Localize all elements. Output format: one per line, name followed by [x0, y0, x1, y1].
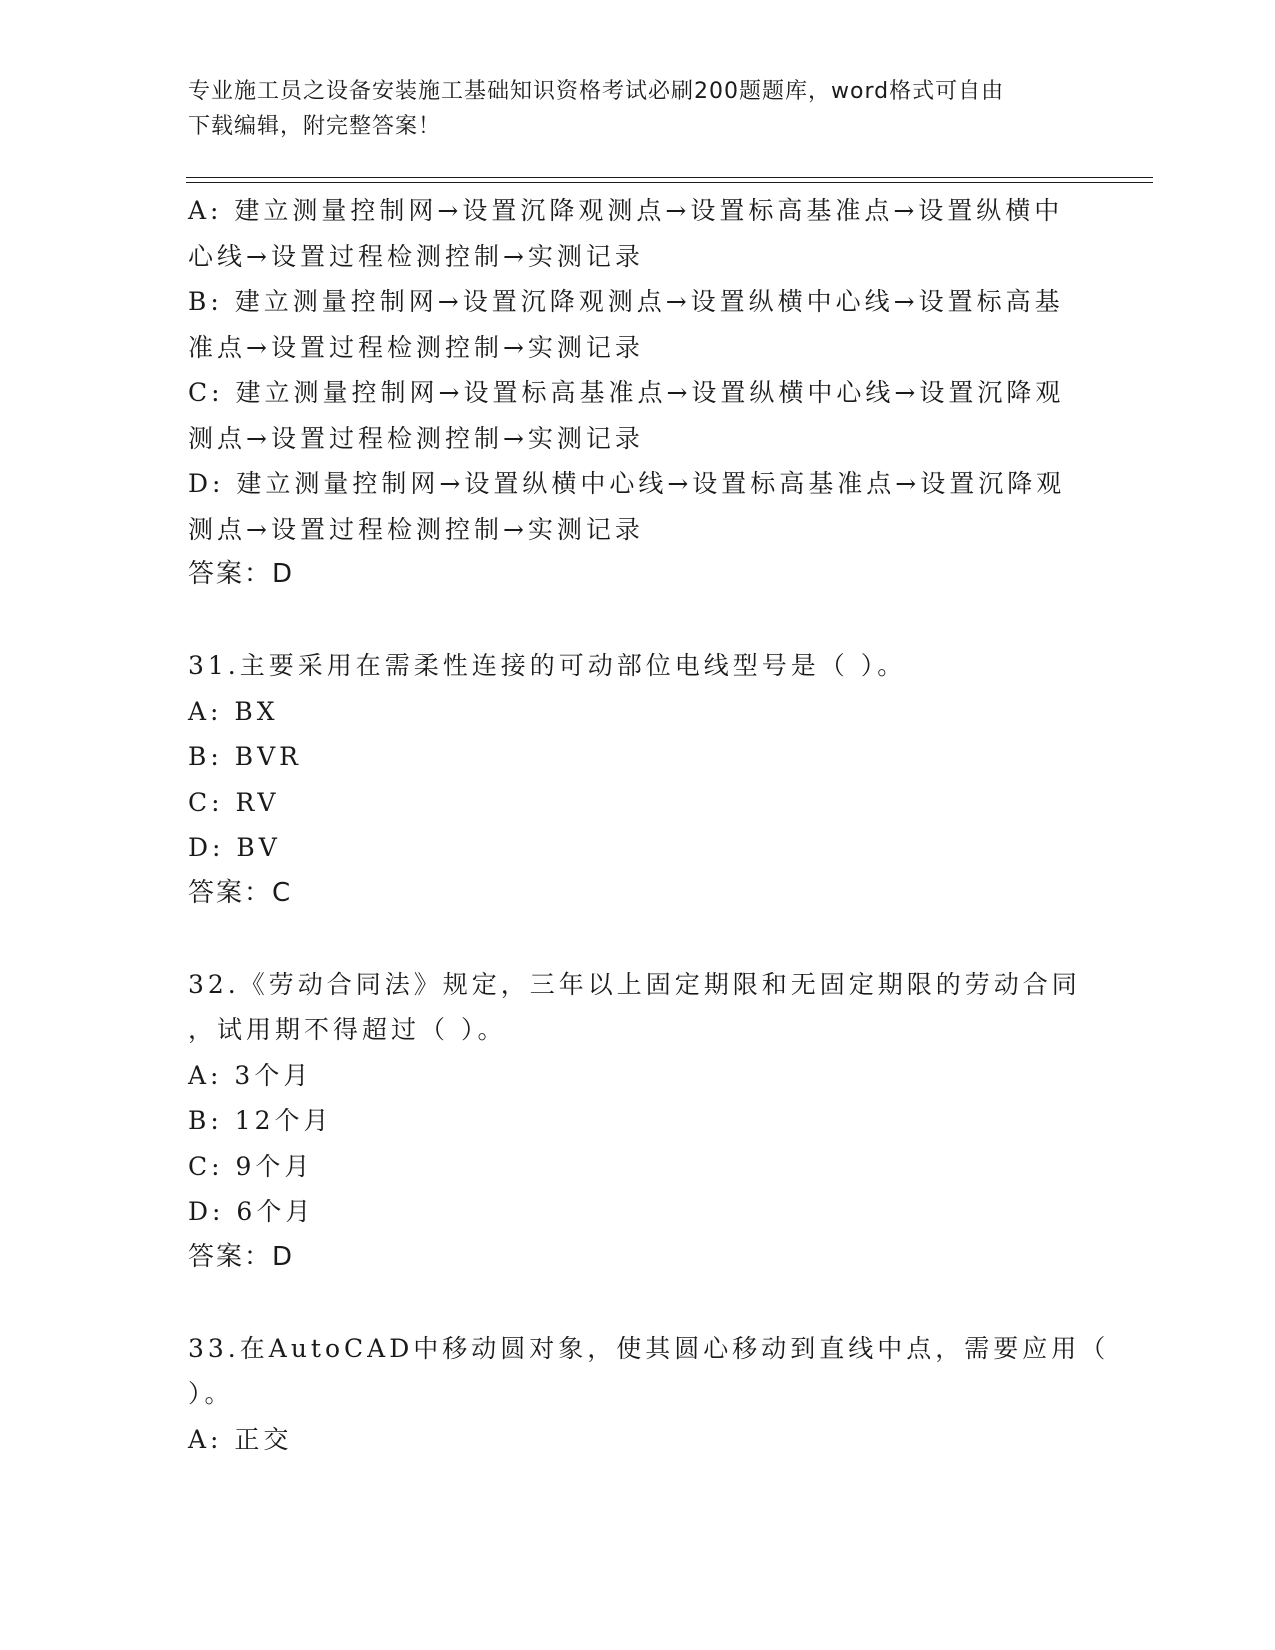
q30-option-d-line-2: 测点→设置过程检测控制→实测记录: [188, 514, 644, 544]
header-line-2: 下载编辑，附完整答案！: [188, 114, 442, 139]
q30-option-d-line-1: D: 建立测量控制网→设置纵横中心线→设置标高基准点→设置沉降观: [188, 469, 1066, 498]
q32-option-a: A: 3个月: [188, 1060, 313, 1090]
q31-answer: 答案：C: [188, 877, 293, 908]
q33-question-line-2: ）。: [188, 1379, 234, 1408]
q32-option-c: C: 9个月: [188, 1151, 314, 1181]
q31-option-d: D: BV: [188, 833, 281, 862]
q32-option-d: D: 6个月: [188, 1197, 315, 1226]
q31-option-b: B: BVR: [188, 742, 302, 771]
q31-question: 31.主要采用在需柔性连接的可动部位电线型号是（ ）。: [188, 651, 907, 680]
spacer: [188, 1280, 1068, 1326]
q30-option-a-line-1: A: 建立测量控制网→设置沉降观测点→设置标高基准点→设置纵横中: [188, 196, 1064, 225]
header-line-1: 专业施工员之设备安装施工基础知识资格考试必刷200题题库，word格式可自由: [188, 79, 1005, 104]
q30-answer: 答案：D: [188, 559, 295, 589]
q31-option-c: C: RV: [188, 787, 280, 817]
q31-option-a: A: BX: [188, 696, 279, 726]
q30-option-b-line-1: B: 建立测量控制网→设置沉降观测点→设置纵横中心线→设置标高基: [188, 287, 1064, 316]
q33-question-line-1: 33.在AutoCAD中移动圆对象，使其圆心移动到直线中点，需要应用（: [188, 1333, 1110, 1363]
q30-option-c-line-1: C: 建立测量控制网→设置标高基准点→设置纵横中心线→设置沉降观: [188, 378, 1065, 407]
q32-question-line-2: ，试用期不得超过（ ）。: [188, 1015, 507, 1044]
q32-answer: 答案：D: [188, 1241, 295, 1272]
spacer: [188, 916, 1068, 962]
spacer: [188, 598, 1068, 644]
question-content: [188, 188, 1110, 1462]
q30-option-c-line-2: 测点→设置过程检测控制→实测记录: [188, 423, 644, 453]
q30-option-a-line-2: 心线→设置过程检测控制→实测记录: [188, 241, 644, 271]
q32-question-line-1: 32.《劳动合同法》规定，三年以上固定期限和无固定期限的劳动合同: [188, 969, 1081, 999]
q32-option-b: B: 12个月: [188, 1106, 333, 1135]
q30-option-b-line-2: 准点→设置过程检测控制→实测记录: [188, 332, 644, 362]
document-header: [188, 74, 1068, 144]
header-rule-top: [186, 177, 1153, 178]
q33-option-a: A: 正交: [188, 1424, 293, 1454]
header-rule-bottom: [186, 182, 1153, 183]
